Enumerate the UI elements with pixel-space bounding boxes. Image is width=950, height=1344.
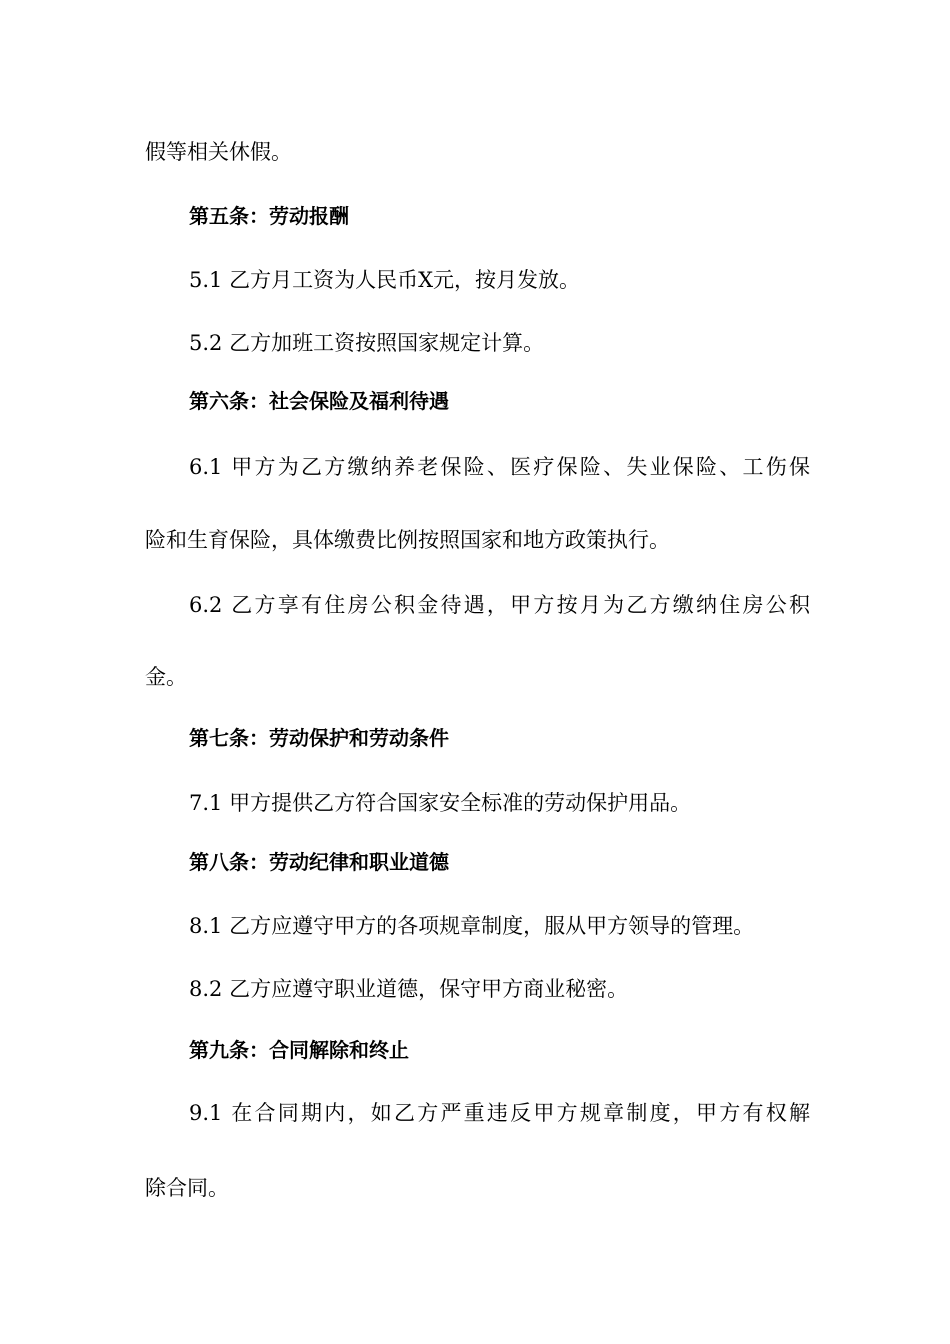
- clause-6-1-line-1: 6.1 甲方为乙方缴纳养老保险、医疗保险、失业保险、工伤保: [189, 455, 810, 479]
- clause-5-2: 5.2 乙方加班工资按照国家规定计算。: [189, 331, 545, 355]
- clause-8-1: 8.1 乙方应遵守甲方的各项规章制度，服从甲方领导的管理。: [189, 914, 755, 938]
- article-9-heading: 第九条：合同解除和终止: [189, 1038, 409, 1062]
- article-6-heading: 第六条：社会保险及福利待遇: [189, 389, 449, 413]
- clause-9-1-line-1: 9.1 在合同期内，如乙方严重违反甲方规章制度，甲方有权解: [189, 1101, 810, 1125]
- clause-7-1: 7.1 甲方提供乙方符合国家安全标准的劳动保护用品。: [189, 791, 692, 815]
- clause-9-1-line-2: 除合同。: [145, 1176, 229, 1200]
- clause-6-2-line-2: 金。: [145, 665, 187, 689]
- article-8-heading: 第八条：劳动纪律和职业道德: [189, 850, 449, 874]
- clause-6-2-line-1: 6.2 乙方享有住房公积金待遇，甲方按月为乙方缴纳住房公积: [189, 593, 810, 617]
- paragraph-continuation: 假等相关休假。: [145, 140, 292, 164]
- clause-6-1-line-2: 险和生育保险，具体缴费比例按照国家和地方政策执行。: [145, 528, 670, 552]
- clause-5-1: 5.1 乙方月工资为人民币X元，按月发放。: [189, 268, 581, 292]
- clause-8-2: 8.2 乙方应遵守职业道德，保守甲方商业秘密。: [189, 977, 629, 1001]
- article-5-heading: 第五条：劳动报酬: [189, 204, 349, 228]
- article-7-heading: 第七条：劳动保护和劳动条件: [189, 726, 449, 750]
